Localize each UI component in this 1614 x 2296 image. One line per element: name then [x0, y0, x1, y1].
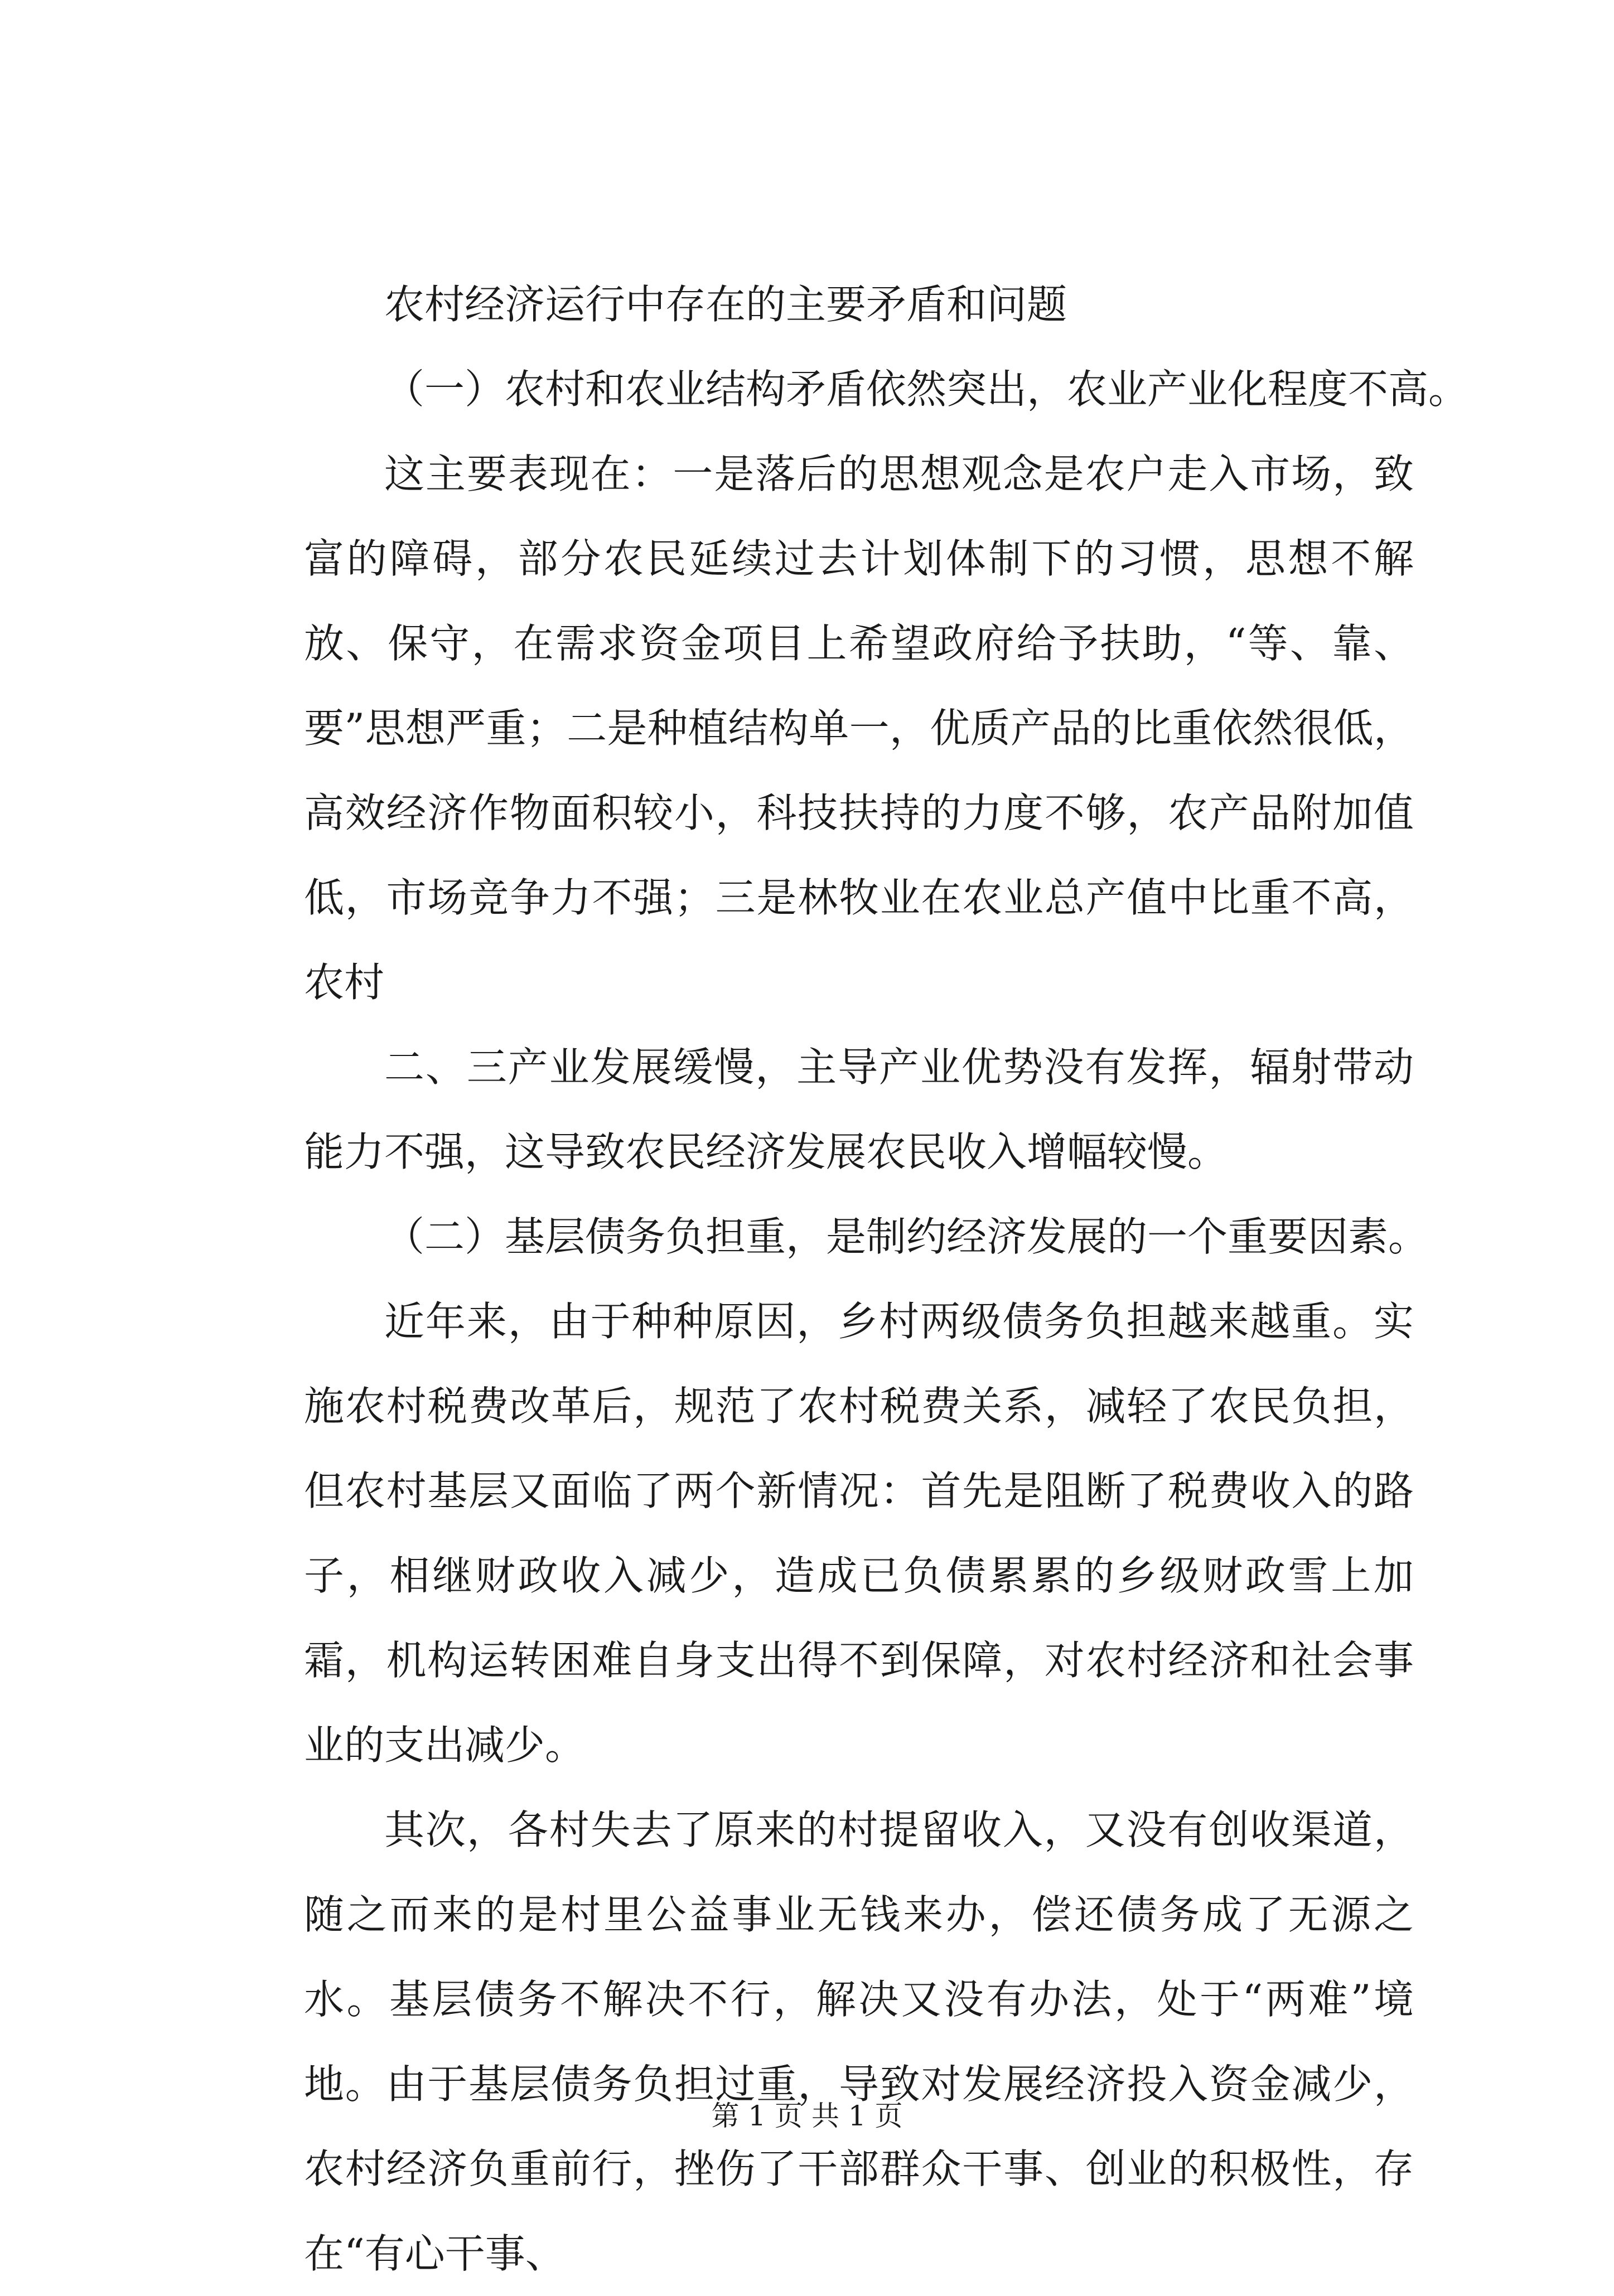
page-footer: 第 1 页 共 1 页	[711, 2100, 903, 2132]
paragraph-2: 二、三产业发展缓慢，主导产业优势没有发挥，辐射带动能力不强，这导致农民经济发展农民收入增幅较慢。	[304, 1044, 1414, 1175]
document-body	[304, 262, 1469, 2296]
document-title: 农村经济运行中存在的主要矛盾和问题	[384, 281, 1067, 328]
paragraph-1: 这主要表现在：一是落后的思想观念是农户走入市场，致富的障碍，部分农民延续过去计划体制下的习惯，思想不解放、保守，在需求资金项目上希望政府给予扶助，“等、靠、要”思想严重；二是种植结构单一，优质产品的比重依然很低，高效经济作物面积较小，科技扶持的力度不够，农产品附加值低，市场竞争力不强；三是林牧业在农业总产值中比重不高，农村	[304, 451, 1414, 1006]
section-heading-1: （一）农村和农业结构矛盾依然突出，农业产业化程度不高。	[384, 366, 1469, 413]
section-heading-2: （二）基层债务负担重，是制约经济发展的一个重要因素。	[384, 1213, 1429, 1260]
paragraph-3: 近年来，由于种种原因，乡村两级债务负担越来越重。实施农村税费改革后，规范了农村税费关系，减轻了农民负担，但农村基层又面临了两个新情况：首先是阻断了税费收入的路子，相继财政收入减少，造成已负债累累的乡级财政雪上加霜，机构运转困难自身支出得不到保障，对农村经济和社会事业的支出减少。	[304, 1298, 1414, 1769]
paragraph-4: 其次，各村失去了原来的村提留收入，又没有创收渠道，随之而来的是村里公益事业无钱来办，偿还债务成了无源之水。基层债务不解决不行，解决又没有办法，处于“两难”境地。由于基层债务负担过重，导致对发展经济投入资金减少，农村经济负重前行，挫伤了干部群众干事、创业的积极性，存在“有心干事、	[304, 1806, 1414, 2277]
